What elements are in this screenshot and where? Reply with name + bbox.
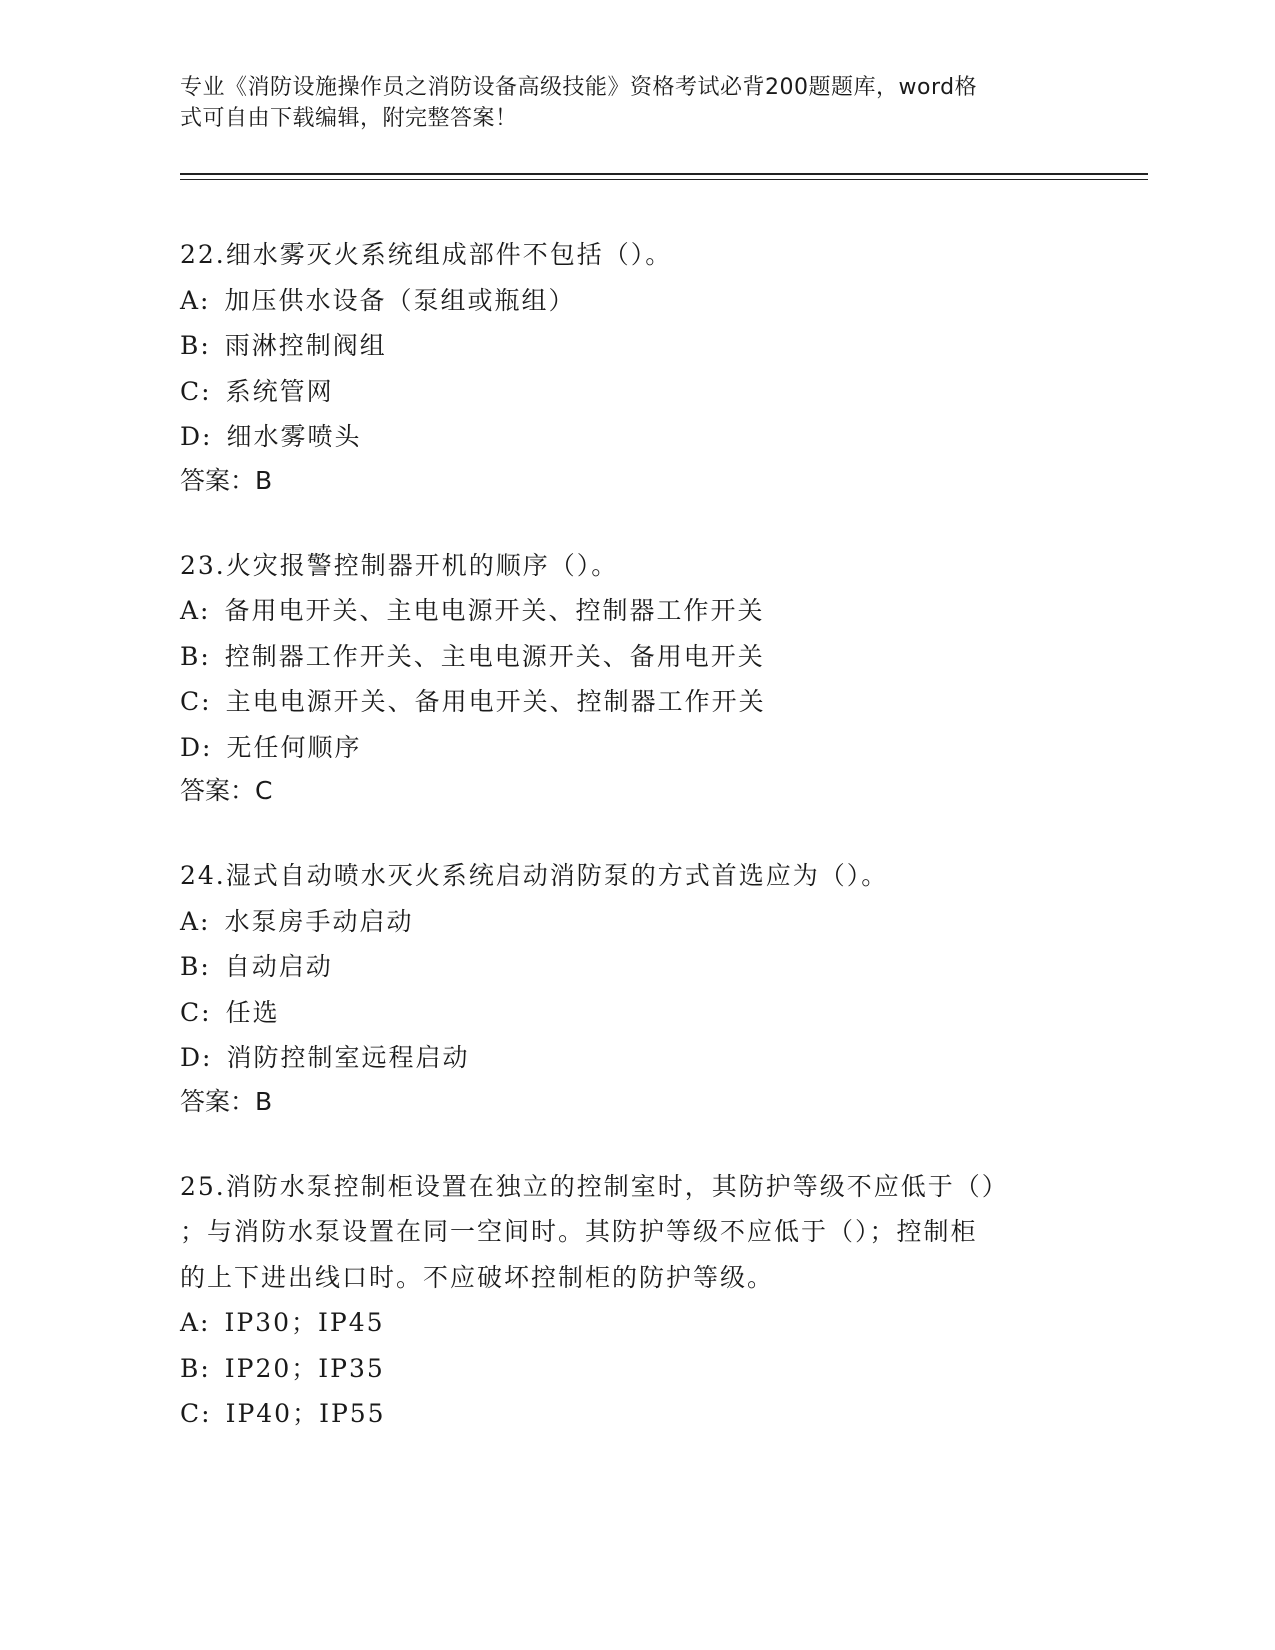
answer: 答案：B xyxy=(180,465,273,495)
option-b xyxy=(180,1346,1080,1392)
option-a xyxy=(180,1300,1080,1346)
option-text: 消防控制室远程启动 xyxy=(226,1043,470,1072)
option-text: 系统管网 xyxy=(225,376,334,406)
option-text: 无任何顺序 xyxy=(226,732,362,762)
option-text: 雨淋控制阀组 xyxy=(224,331,387,360)
option-text: 细水雾喷头 xyxy=(226,422,362,451)
option-a xyxy=(180,588,1080,634)
option-text: 主电电源开关、备用电开关、控制器工作开关 xyxy=(225,687,766,716)
option-text: 加压供水设备（泵组或瓶组） xyxy=(224,285,576,315)
option-d xyxy=(180,1035,1080,1081)
header-divider-thin xyxy=(180,179,1148,180)
question-text: 22.细水雾灭火系统组成部件不包括（）。 xyxy=(180,240,673,269)
question-text: 24.湿式自动喷水灭火系统启动消防泵的方式首选应为（）。 xyxy=(180,861,889,890)
option-text: IP30；IP45 xyxy=(224,1308,385,1337)
option-key: C: xyxy=(180,687,212,716)
header-line-2: 式可自由下载编辑，附完整答案！ xyxy=(180,106,518,131)
question-text-line-2: ；与消防水泵设置在同一空间时。其防护等级不应低于（）；控制柜 xyxy=(180,1217,978,1246)
option-key: D: xyxy=(180,1043,213,1072)
question-24 xyxy=(180,853,1080,1122)
option-d xyxy=(180,414,1080,460)
option-key: C: xyxy=(180,376,212,406)
option-key: B: xyxy=(180,952,211,981)
option-text: IP20；IP35 xyxy=(224,1353,385,1383)
option-b xyxy=(180,634,1080,680)
question-list xyxy=(180,232,1080,1479)
question-text-line-1: 25.消防水泵控制柜设置在独立的控制室时，其防护等级不应低于（） xyxy=(180,1171,1009,1201)
option-a xyxy=(180,278,1080,324)
option-key: A: xyxy=(180,906,211,936)
option-text: 控制器工作开关、主电电源开关、备用电开关 xyxy=(224,641,765,671)
option-c xyxy=(180,369,1080,415)
option-c xyxy=(180,990,1080,1036)
option-key: A: xyxy=(180,1308,211,1337)
header-divider-thick xyxy=(180,173,1148,175)
question-23 xyxy=(180,543,1080,812)
option-b xyxy=(180,323,1080,369)
option-key: A: xyxy=(180,285,211,315)
option-text: IP40；IP55 xyxy=(225,1399,386,1428)
question-text: 23.火灾报警控制器开机的顺序（）。 xyxy=(180,550,619,580)
option-text: 水泵房手动启动 xyxy=(224,906,414,936)
option-c xyxy=(180,679,1080,725)
option-key: B: xyxy=(180,331,211,360)
option-text: 自动启动 xyxy=(224,952,333,981)
option-key: D: xyxy=(180,422,213,451)
option-d xyxy=(180,725,1080,771)
question-22 xyxy=(180,232,1080,501)
answer: 答案：C xyxy=(180,776,273,805)
option-c xyxy=(180,1391,1080,1437)
option-key: D: xyxy=(180,732,213,762)
answer: 答案：B xyxy=(180,1086,273,1116)
option-key: A: xyxy=(180,596,211,625)
question-25 xyxy=(180,1164,1080,1437)
option-a xyxy=(180,899,1080,945)
option-key: B: xyxy=(180,641,211,671)
option-key: C: xyxy=(180,997,212,1027)
question-text-line-3: 的上下进出线口时。不应破坏控制柜的防护等级。 xyxy=(180,1262,775,1292)
option-b xyxy=(180,944,1080,990)
option-text: 备用电开关、主电电源开关、控制器工作开关 xyxy=(224,596,765,625)
option-key: C: xyxy=(180,1399,212,1428)
option-key: B: xyxy=(180,1353,211,1383)
option-text: 任选 xyxy=(225,997,280,1027)
header-line-1: 专业《消防设施操作员之消防设备高级技能》资格考试必背200题题库，word格 xyxy=(180,75,978,100)
document-header xyxy=(180,72,1050,134)
